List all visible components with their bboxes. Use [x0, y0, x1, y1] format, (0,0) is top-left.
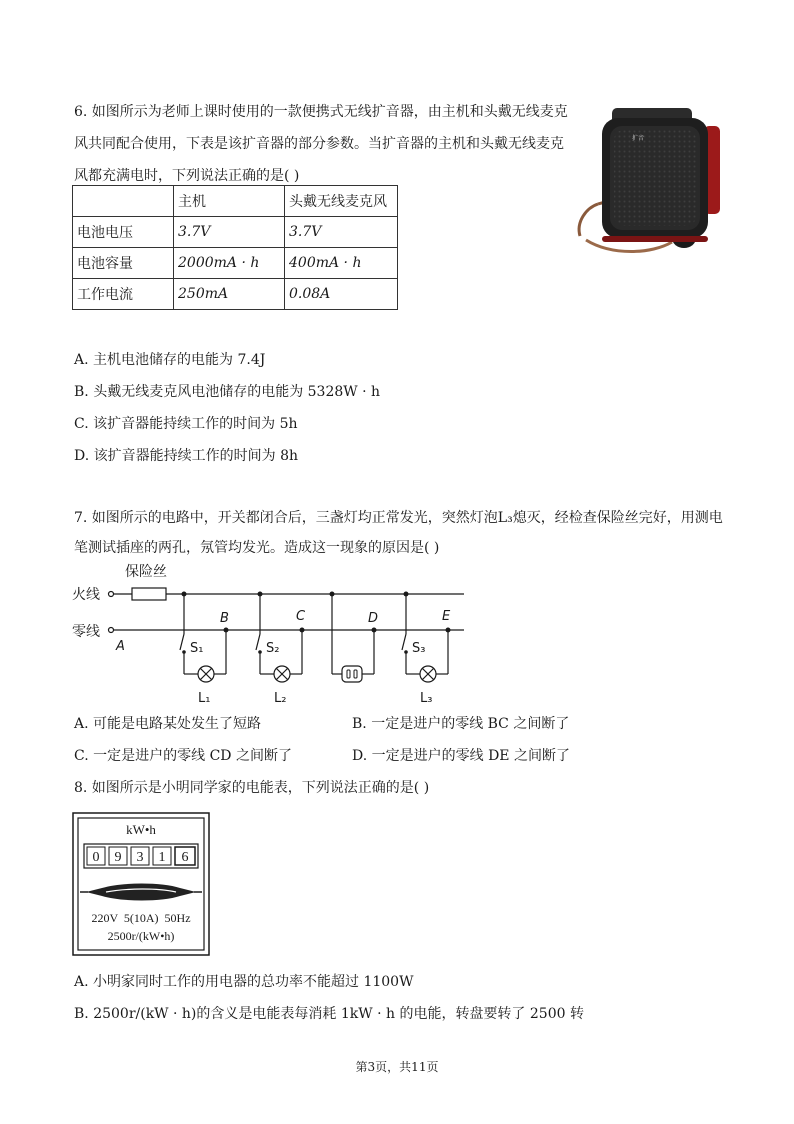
fuse-symbol — [132, 588, 166, 600]
switch-s2-label: S₂ — [266, 641, 280, 656]
table-row — [73, 186, 398, 217]
q6-parameter-table — [72, 185, 398, 310]
neutral-wire-label: 零线 — [72, 624, 100, 640]
table-cell: 3.7V — [174, 217, 285, 248]
live-wire-label: 火线 — [72, 587, 100, 603]
q7-stem-line1: 7. 如图所示的电路中，开关都闭合后，三盏灯均正常发光，突然灯泡L₃熄灭，经检查保险丝完好，用测电 — [74, 510, 723, 526]
q8-stem: 8. 如图所示是小明同学家的电能表，下列说法正确的是( ) — [74, 780, 430, 796]
point-e-label: E — [442, 609, 451, 624]
table-cell: 0.08A — [285, 279, 398, 310]
q6-option-d: D. 该扩音器能持续工作的时间为 8h — [74, 448, 298, 464]
q7-option-c: C. 一定是进户的零线 CD 之间断了 — [74, 748, 292, 764]
speaker-logo: 扩音 — [632, 135, 645, 142]
table-cell: 头戴无线麦克风 — [285, 186, 398, 217]
socket-symbol — [342, 666, 362, 682]
table-cell: 主机 — [174, 186, 285, 217]
point-c-label: C — [296, 609, 306, 624]
point-b-label: B — [220, 611, 229, 626]
q7-stem-line2: 笔测试插座的两孔，氖管均发光。造成这一现象的原因是( ) — [74, 540, 440, 556]
table-cell: 250mA — [174, 279, 285, 310]
q7-option-a: A. 可能是电路某处发生了短路 — [74, 716, 262, 732]
meter-spec-1: 220V 5(10A) 50Hz — [91, 911, 191, 925]
meter-digit: 1 — [158, 850, 166, 865]
meter-unit: kW•h — [126, 822, 156, 837]
lamp-l3-label: L₃ — [420, 691, 433, 706]
speaker-image — [572, 104, 732, 264]
circuit-diagram — [70, 562, 480, 712]
meter-disc — [86, 884, 196, 901]
q6-option-b: B. 头戴无线麦克风电池储存的电能为 5328W · h — [74, 384, 381, 400]
q6-stem-line3: 风都充满电时，下列说法正确的是( ) — [74, 168, 300, 184]
meter-digit: 0 — [92, 850, 100, 865]
table-cell — [73, 186, 174, 217]
q6-option-a: A. 主机电池储存的电能为 7.4J — [74, 352, 266, 368]
fuse-label: 保险丝 — [125, 564, 167, 580]
page-footer: 第3页，共11页 — [355, 1060, 439, 1074]
point-a-label: A — [116, 639, 125, 654]
meter-digit: 3 — [136, 850, 144, 865]
meter-digit: 9 — [114, 850, 122, 865]
point-d-label: D — [368, 611, 379, 626]
q6-stem-line2: 风共同配合使用，下表是该扩音器的部分参数。当扩音器的主机和头戴无线麦克 — [74, 136, 564, 152]
table-cell: 电池容量 — [73, 248, 174, 279]
q8-option-b: B. 2500r/(kW · h)的含义是电能表每消耗 1kW · h 的电能，转盘要转了 2500 转 — [74, 1006, 584, 1022]
table-cell: 3.7V — [285, 217, 398, 248]
switch-s3-label: S₃ — [412, 641, 426, 656]
q7-option-d: D. 一定是进户的零线 DE 之间断了 — [352, 748, 570, 764]
table-cell: 工作电流 — [73, 279, 174, 310]
lamp-l1-label: L₁ — [198, 691, 211, 706]
switch-s1-label: S₁ — [190, 641, 204, 656]
meter-digit: 6 — [181, 850, 189, 865]
table-row — [73, 248, 398, 279]
q6-option-c: C. 该扩音器能持续工作的时间为 5h — [74, 416, 298, 432]
lamp-l2-label: L₂ — [274, 691, 287, 706]
socket-branch — [330, 592, 377, 683]
table-row — [73, 279, 398, 310]
q8-option-a: A. 小明家同时工作的用电器的总功率不能超过 1100W — [74, 974, 414, 990]
table-cell: 2000mA · h — [174, 248, 285, 279]
q7-option-b: B. 一定是进户的零线 BC 之间断了 — [352, 716, 570, 732]
branch-1 — [180, 592, 229, 707]
electricity-meter — [72, 812, 210, 956]
table-cell: 400mA · h — [285, 248, 398, 279]
q6-stem-line1: 6. 如图所示为老师上课时使用的一款便携式无线扩音器，由主机和头戴无线麦克 — [74, 104, 568, 120]
table-row — [73, 217, 398, 248]
meter-spec-2: 2500r/(kW•h) — [107, 929, 175, 943]
table-cell: 电池电压 — [73, 217, 174, 248]
